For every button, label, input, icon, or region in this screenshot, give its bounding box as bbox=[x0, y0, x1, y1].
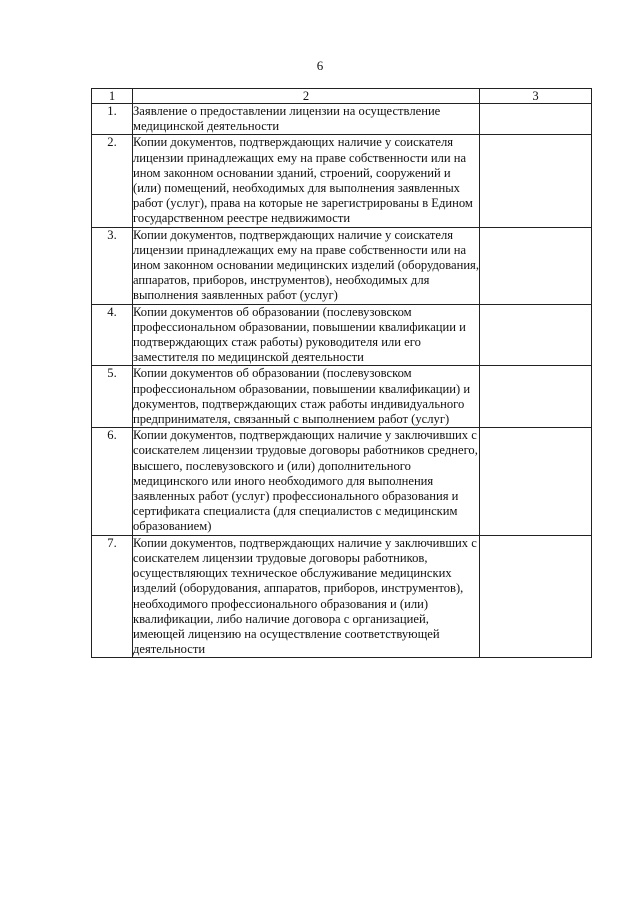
documents-table bbox=[91, 88, 592, 658]
table-row bbox=[92, 304, 592, 366]
row-number: 6. bbox=[92, 428, 133, 535]
row-number: 4. bbox=[92, 304, 133, 366]
row-col3 bbox=[480, 366, 592, 428]
page-number: 6 bbox=[316, 58, 324, 73]
table-row bbox=[92, 535, 592, 658]
row-description: Копии документов, подтверждающих наличие у заключивших с соискателем лицензии трудовые договоры работников, осуществляющих техническое обслуживание медицинских изделий (оборудования, аппаратов, приборов, инструментов), необходимого профессионального образования и (или) квалификации, либо наличие договора с организацией, имеющей лицензию на осуществление соответствующей деятельности bbox=[133, 535, 480, 658]
table-row bbox=[92, 366, 592, 428]
header-col-3: 3 bbox=[480, 89, 592, 104]
row-description: Копии документов об образовании (послевузовском профессиональном образовании, повышении квалификации и подтверждающих стаж работы) руководителя или его заместителя по медицинской деятельности bbox=[133, 304, 480, 366]
table-row bbox=[92, 135, 592, 227]
row-col3 bbox=[480, 428, 592, 535]
row-col3 bbox=[480, 135, 592, 227]
header-col-1: 1 bbox=[92, 89, 133, 104]
row-description: Копии документов, подтверждающих наличие у заключивших с соискателем лицензии трудовые договоры работников среднего, высшего, послевузовского и (или) дополнительного медицинского или иного необходимого для выполнения заявленных работ (услуг) профессионального образования и сертификата специалиста (для специалистов с медицинским образованием) bbox=[133, 428, 478, 534]
row-description: Копии документов об образовании (послевузовском профессиональном образовании, повышении квалификации) и документов, подтверждающих стаж работы индивидуального предпринимателя, связанный с выполнением работ (услуг) bbox=[133, 366, 480, 428]
table-row bbox=[92, 104, 592, 135]
row-col3 bbox=[480, 535, 592, 658]
row-description: Заявление о предоставлении лицензии на осуществление медицинской деятельности bbox=[133, 104, 480, 135]
table-body bbox=[92, 104, 592, 658]
table-row bbox=[92, 227, 592, 304]
row-description: Копии документов, подтверждающих наличие у соискателя лицензии принадлежащих ему на праве собственности или на ином законном основании медицинских изделий (оборудования, аппаратов, приборов, инструментов), необходимых для выполнения заявленных работ (услуг) bbox=[133, 227, 479, 303]
row-number: 3. bbox=[92, 227, 133, 304]
row-number: 2. bbox=[92, 135, 133, 227]
header-col-2: 2 bbox=[133, 89, 480, 104]
row-description: Копии документов, подтверждающих наличие у соискателя лицензии принадлежащих ему на праве собственности или на ином законном основании зданий, строений, сооружений и (или) помещений, необходимых для выполнения заявленных работ (услуг), права на которые не зарегистрированы в Едином государственном реестре недвижимости bbox=[133, 135, 480, 227]
row-col3 bbox=[480, 227, 592, 304]
table-row bbox=[92, 428, 592, 535]
table-header bbox=[92, 89, 592, 104]
row-number: 7. bbox=[92, 535, 133, 658]
row-number: 1. bbox=[92, 104, 133, 135]
row-col3 bbox=[480, 104, 592, 135]
row-col3 bbox=[480, 304, 592, 366]
header-row bbox=[92, 89, 592, 104]
row-number: 5. bbox=[92, 366, 133, 428]
